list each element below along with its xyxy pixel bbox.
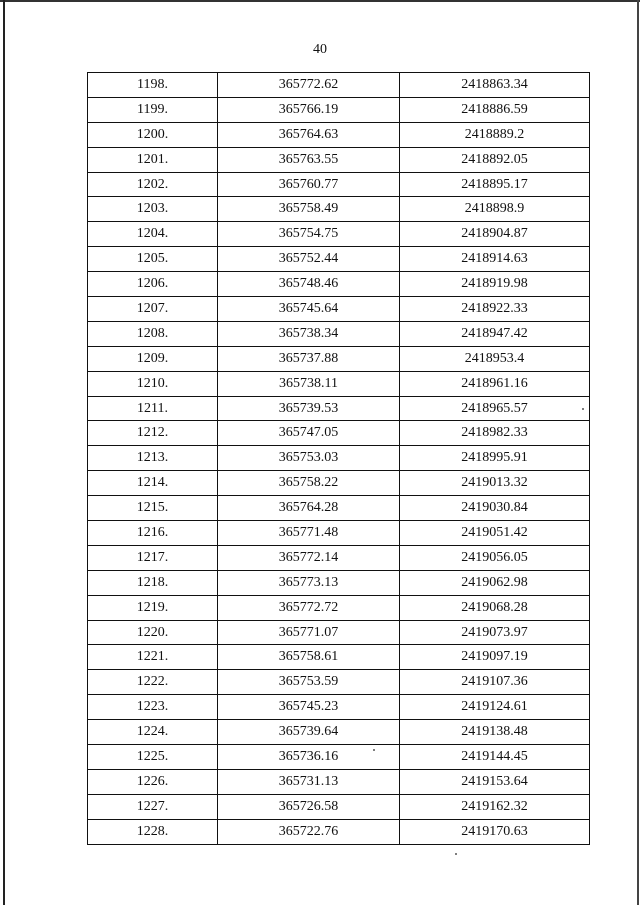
point-number-cell: 1220. — [88, 620, 218, 645]
point-number-cell: 1212. — [88, 421, 218, 446]
x-coordinate-cell: 365764.63 — [218, 122, 400, 147]
x-coordinate-cell: 365722.76 — [218, 819, 400, 844]
y-coordinate-cell: 2418895.17 — [400, 172, 590, 197]
y-coordinate-cell: 2419153.64 — [400, 769, 590, 794]
table-row — [88, 496, 590, 521]
point-number-cell: 1211. — [88, 396, 218, 421]
y-coordinate-cell: 2419107.36 — [400, 670, 590, 695]
table-row — [88, 222, 590, 247]
table-row — [88, 421, 590, 446]
y-coordinate-cell: 2419124.61 — [400, 695, 590, 720]
y-coordinate-cell: 2418914.63 — [400, 247, 590, 272]
x-coordinate-cell: 365773.13 — [218, 570, 400, 595]
table-row — [88, 695, 590, 720]
x-coordinate-cell: 365754.75 — [218, 222, 400, 247]
y-coordinate-cell: 2419068.28 — [400, 595, 590, 620]
table-row — [88, 471, 590, 496]
table-row — [88, 570, 590, 595]
point-number-cell: 1214. — [88, 471, 218, 496]
point-number-cell: 1215. — [88, 496, 218, 521]
table-row — [88, 73, 590, 98]
y-coordinate-cell: 2419170.63 — [400, 819, 590, 844]
y-coordinate-cell: 2419056.05 — [400, 545, 590, 570]
point-number-cell: 1202. — [88, 172, 218, 197]
table-row — [88, 321, 590, 346]
y-coordinate-cell: 2418919.98 — [400, 272, 590, 297]
table-row — [88, 620, 590, 645]
point-number-cell: 1218. — [88, 570, 218, 595]
y-coordinate-cell: 2418892.05 — [400, 147, 590, 172]
coordinates-table — [87, 72, 590, 845]
point-number-cell: 1226. — [88, 769, 218, 794]
scan-speck — [455, 853, 457, 855]
table-row — [88, 371, 590, 396]
point-number-cell: 1223. — [88, 695, 218, 720]
x-coordinate-cell: 365738.34 — [218, 321, 400, 346]
point-number-cell: 1210. — [88, 371, 218, 396]
x-coordinate-cell: 365771.48 — [218, 521, 400, 546]
point-number-cell: 1209. — [88, 346, 218, 371]
point-number-cell: 1227. — [88, 794, 218, 819]
table-row — [88, 396, 590, 421]
table-row — [88, 446, 590, 471]
point-number-cell: 1201. — [88, 147, 218, 172]
x-coordinate-cell: 365752.44 — [218, 247, 400, 272]
point-number-cell: 1208. — [88, 321, 218, 346]
point-number-cell: 1225. — [88, 745, 218, 770]
x-coordinate-cell: 365772.72 — [218, 595, 400, 620]
point-number-cell: 1213. — [88, 446, 218, 471]
page-top-edge — [0, 0, 640, 2]
point-number-cell: 1207. — [88, 297, 218, 322]
x-coordinate-cell: 365753.03 — [218, 446, 400, 471]
point-number-cell: 1200. — [88, 122, 218, 147]
table-row — [88, 745, 590, 770]
table-row — [88, 147, 590, 172]
scan-speck — [582, 408, 584, 410]
point-number-cell: 1228. — [88, 819, 218, 844]
y-coordinate-cell: 2418965.57 — [400, 396, 590, 421]
point-number-cell: 1221. — [88, 645, 218, 670]
point-number-cell: 1205. — [88, 247, 218, 272]
x-coordinate-cell: 365753.59 — [218, 670, 400, 695]
x-coordinate-cell: 365745.64 — [218, 297, 400, 322]
point-number-cell: 1224. — [88, 720, 218, 745]
x-coordinate-cell: 365766.19 — [218, 97, 400, 122]
table-row — [88, 595, 590, 620]
y-coordinate-cell: 2418953.4 — [400, 346, 590, 371]
table-row — [88, 297, 590, 322]
table-row — [88, 720, 590, 745]
table-row — [88, 545, 590, 570]
table-row — [88, 346, 590, 371]
table-row — [88, 122, 590, 147]
table-row — [88, 769, 590, 794]
y-coordinate-cell: 2419062.98 — [400, 570, 590, 595]
x-coordinate-cell: 365760.77 — [218, 172, 400, 197]
table-row — [88, 645, 590, 670]
x-coordinate-cell: 365748.46 — [218, 272, 400, 297]
x-coordinate-cell: 365726.58 — [218, 794, 400, 819]
x-coordinate-cell: 365736.16 — [218, 745, 400, 770]
table-row — [88, 819, 590, 844]
table-row — [88, 172, 590, 197]
point-number-cell: 1219. — [88, 595, 218, 620]
y-coordinate-cell: 2419138.48 — [400, 720, 590, 745]
y-coordinate-cell: 2418947.42 — [400, 321, 590, 346]
x-coordinate-cell: 365747.05 — [218, 421, 400, 446]
x-coordinate-cell: 365738.11 — [218, 371, 400, 396]
table-row — [88, 197, 590, 222]
x-coordinate-cell: 365772.14 — [218, 545, 400, 570]
y-coordinate-cell: 2419162.32 — [400, 794, 590, 819]
x-coordinate-cell: 365745.23 — [218, 695, 400, 720]
x-coordinate-cell: 365731.13 — [218, 769, 400, 794]
x-coordinate-cell: 365758.61 — [218, 645, 400, 670]
y-coordinate-cell: 2418995.91 — [400, 446, 590, 471]
x-coordinate-cell: 365758.49 — [218, 197, 400, 222]
y-coordinate-cell: 2418863.34 — [400, 73, 590, 98]
table-row — [88, 97, 590, 122]
x-coordinate-cell: 365737.88 — [218, 346, 400, 371]
table-row — [88, 670, 590, 695]
x-coordinate-cell: 365764.28 — [218, 496, 400, 521]
point-number-cell: 1203. — [88, 197, 218, 222]
y-coordinate-cell: 2418889.2 — [400, 122, 590, 147]
x-coordinate-cell: 365763.55 — [218, 147, 400, 172]
page-right-edge — [637, 0, 639, 905]
table-row — [88, 794, 590, 819]
x-coordinate-cell: 365739.53 — [218, 396, 400, 421]
x-coordinate-cell: 365771.07 — [218, 620, 400, 645]
y-coordinate-cell: 2418961.16 — [400, 371, 590, 396]
point-number-cell: 1206. — [88, 272, 218, 297]
point-number-cell: 1216. — [88, 521, 218, 546]
table-row — [88, 247, 590, 272]
table-row — [88, 521, 590, 546]
point-number-cell: 1199. — [88, 97, 218, 122]
y-coordinate-cell: 2419144.45 — [400, 745, 590, 770]
point-number-cell: 1204. — [88, 222, 218, 247]
y-coordinate-cell: 2418898.9 — [400, 197, 590, 222]
y-coordinate-cell: 2418886.59 — [400, 97, 590, 122]
table-row — [88, 272, 590, 297]
coordinates-table-body — [88, 73, 590, 845]
y-coordinate-cell: 2418904.87 — [400, 222, 590, 247]
y-coordinate-cell: 2419051.42 — [400, 521, 590, 546]
x-coordinate-cell: 365739.64 — [218, 720, 400, 745]
point-number-cell: 1222. — [88, 670, 218, 695]
scan-speck — [373, 749, 375, 751]
y-coordinate-cell: 2418982.33 — [400, 421, 590, 446]
x-coordinate-cell: 365772.62 — [218, 73, 400, 98]
point-number-cell: 1217. — [88, 545, 218, 570]
x-coordinate-cell: 365758.22 — [218, 471, 400, 496]
y-coordinate-cell: 2419013.32 — [400, 471, 590, 496]
y-coordinate-cell: 2419030.84 — [400, 496, 590, 521]
point-number-cell: 1198. — [88, 73, 218, 98]
y-coordinate-cell: 2418922.33 — [400, 297, 590, 322]
y-coordinate-cell: 2419073.97 — [400, 620, 590, 645]
page-left-edge — [3, 0, 5, 905]
page-number: 40 — [313, 42, 327, 57]
y-coordinate-cell: 2419097.19 — [400, 645, 590, 670]
